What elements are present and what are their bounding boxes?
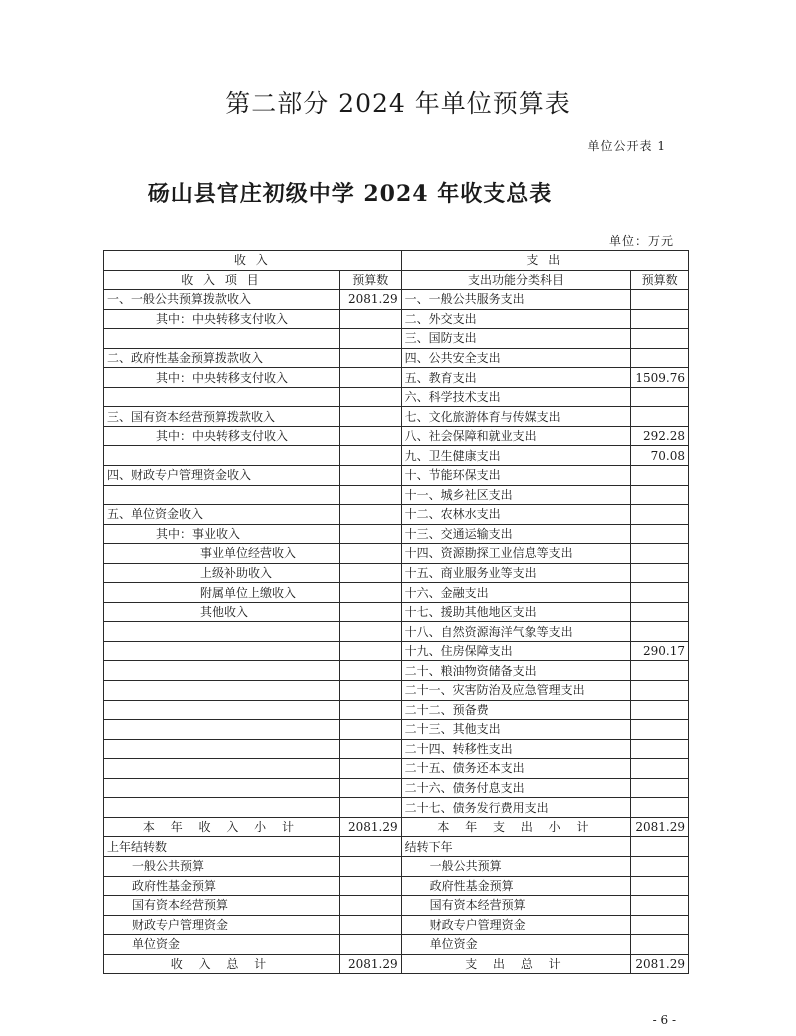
table-row <box>104 583 689 603</box>
table-row <box>104 426 689 446</box>
carry-income-item-cell: 政府性基金预算 <box>104 876 340 896</box>
income-amount-cell <box>339 524 401 544</box>
income-amount-cell <box>339 661 401 681</box>
table-row <box>104 739 689 759</box>
carry-income-amount-cell <box>339 876 401 896</box>
income-amount-cell <box>339 329 401 349</box>
carry-expense-item-cell: 一般公共预算 <box>401 856 631 876</box>
expense-item-cell: 十四、资源勘探工业信息等支出 <box>401 544 631 564</box>
expense-item-cell: 十七、援助其他地区支出 <box>401 602 631 622</box>
expense-item-cell: 十三、交通运输支出 <box>401 524 631 544</box>
income-amount-header: 预算数 <box>339 270 401 290</box>
carry-income-amount-cell <box>339 896 401 916</box>
table-row <box>104 446 689 466</box>
income-amount-cell <box>339 641 401 661</box>
expense-item-cell: 八、社会保障和就业支出 <box>401 426 631 446</box>
expense-amount-cell <box>631 329 689 349</box>
income-item-cell: 其中：事业收入 <box>104 524 340 544</box>
table-row <box>104 759 689 779</box>
table-row <box>104 700 689 720</box>
table-row <box>104 309 689 329</box>
table-row <box>104 348 689 368</box>
income-item-cell <box>104 661 340 681</box>
expense-amount-cell: 290.17 <box>631 641 689 661</box>
income-amount-cell <box>339 798 401 818</box>
expense-amount-cell <box>631 505 689 525</box>
expense-amount-cell <box>631 348 689 368</box>
expense-amount-cell <box>631 387 689 407</box>
expense-amount-cell: 292.28 <box>631 426 689 446</box>
income-amount-cell <box>339 426 401 446</box>
table-row <box>104 641 689 661</box>
income-item-cell <box>104 798 340 818</box>
expense-amount-cell <box>631 720 689 740</box>
expense-item-cell: 十六、金融支出 <box>401 583 631 603</box>
carry-income-item-cell: 一般公共预算 <box>104 856 340 876</box>
income-amount-cell <box>339 602 401 622</box>
table-row <box>104 524 689 544</box>
income-amount-cell <box>339 309 401 329</box>
expense-amount-cell <box>631 524 689 544</box>
carry-expense-item-cell: 国有资本经营预算 <box>401 896 631 916</box>
income-item-cell: 其中：中央转移支付收入 <box>104 309 340 329</box>
table-row <box>104 466 689 486</box>
income-amount-cell <box>339 622 401 642</box>
income-item-cell <box>104 446 340 466</box>
expense-amount-cell <box>631 602 689 622</box>
income-subtotal-label: 本 年 收 入 小 计 <box>104 817 340 837</box>
carry-row <box>104 935 689 955</box>
income-amount-cell <box>339 720 401 740</box>
expense-group-header: 支 出 <box>401 251 688 271</box>
income-item-cell: 五、单位资金收入 <box>104 505 340 525</box>
income-item-cell <box>104 700 340 720</box>
carry-row <box>104 856 689 876</box>
table-row <box>104 778 689 798</box>
subtotal-row <box>104 817 689 837</box>
unit-label: 单位：万元 <box>608 234 674 248</box>
income-item-cell: 附属单位上缴收入 <box>104 583 340 603</box>
income-amount-cell <box>339 544 401 564</box>
expense-amount-cell <box>631 759 689 779</box>
expense-amount-cell <box>631 309 689 329</box>
income-amount-cell <box>339 348 401 368</box>
expense-total-label: 支 出 总 计 <box>401 954 631 974</box>
table-number: 单位公开表 1 <box>587 139 666 153</box>
income-item-cell: 其他收入 <box>104 602 340 622</box>
expense-amount-cell <box>631 739 689 759</box>
part-title: 第二部分 2024 年单位预算表 <box>225 89 571 118</box>
carry-expense-amount-cell <box>631 837 689 857</box>
expense-item-header: 支出功能分类科目 <box>401 270 631 290</box>
table-row <box>104 681 689 701</box>
expense-amount-cell: 70.08 <box>631 446 689 466</box>
table-row <box>104 563 689 583</box>
expense-item-cell: 五、教育支出 <box>401 368 631 388</box>
carry-income-amount-cell <box>339 915 401 935</box>
expense-amount-cell <box>631 681 689 701</box>
carry-income-amount-cell <box>339 856 401 876</box>
table-row <box>104 368 689 388</box>
income-item-cell: 事业单位经营收入 <box>104 544 340 564</box>
income-amount-cell <box>339 563 401 583</box>
income-total-label: 收 入 总 计 <box>104 954 340 974</box>
table-row <box>104 407 689 427</box>
income-subtotal-value: 2081.29 <box>339 817 401 837</box>
table-row <box>104 329 689 349</box>
income-item-cell: 三、国有资本经营预算拨款收入 <box>104 407 340 427</box>
expense-amount-cell <box>631 485 689 505</box>
expense-item-cell: 十九、住房保障支出 <box>401 641 631 661</box>
carry-expense-item-cell: 结转下年 <box>401 837 631 857</box>
income-item-cell <box>104 485 340 505</box>
income-item-cell <box>104 759 340 779</box>
expense-item-cell: 二十七、债务发行费用支出 <box>401 798 631 818</box>
expense-amount-cell <box>631 407 689 427</box>
expense-amount-cell <box>631 563 689 583</box>
income-item-cell <box>104 329 340 349</box>
income-item-cell <box>104 622 340 642</box>
total-row <box>104 954 689 974</box>
expense-item-cell: 二、外交支出 <box>401 309 631 329</box>
carry-expense-item-cell: 单位资金 <box>401 935 631 955</box>
table-row <box>104 290 689 310</box>
expense-item-cell: 二十四、转移性支出 <box>401 739 631 759</box>
income-total-value: 2081.29 <box>339 954 401 974</box>
column-header-row <box>104 270 689 290</box>
carry-expense-item-cell: 财政专户管理资金 <box>401 915 631 935</box>
income-item-cell: 一、一般公共预算拨款收入 <box>104 290 340 310</box>
expense-item-cell: 十五、商业服务业等支出 <box>401 563 631 583</box>
carry-expense-item-cell: 政府性基金预算 <box>401 876 631 896</box>
income-amount-cell <box>339 583 401 603</box>
income-amount-cell: 2081.29 <box>339 290 401 310</box>
income-amount-cell <box>339 505 401 525</box>
expense-amount-cell <box>631 661 689 681</box>
income-amount-cell <box>339 368 401 388</box>
carry-row <box>104 896 689 916</box>
carry-income-item-cell: 财政专户管理资金 <box>104 915 340 935</box>
carry-row <box>104 915 689 935</box>
income-amount-cell <box>339 700 401 720</box>
income-item-cell <box>104 739 340 759</box>
income-item-cell: 其中：中央转移支付收入 <box>104 368 340 388</box>
expense-amount-cell <box>631 466 689 486</box>
carry-expense-amount-cell <box>631 856 689 876</box>
expense-item-cell: 十一、城乡社区支出 <box>401 485 631 505</box>
expense-amount-cell <box>631 798 689 818</box>
income-item-cell <box>104 778 340 798</box>
income-group-header: 收 入 <box>104 251 402 271</box>
expense-item-cell: 二十三、其他支出 <box>401 720 631 740</box>
expense-item-cell: 四、公共安全支出 <box>401 348 631 368</box>
expense-item-cell: 九、卫生健康支出 <box>401 446 631 466</box>
table-row <box>104 387 689 407</box>
income-amount-cell <box>339 739 401 759</box>
income-amount-cell <box>339 681 401 701</box>
expense-item-cell: 六、科学技术支出 <box>401 387 631 407</box>
expense-subtotal-label: 本 年 支 出 小 计 <box>401 817 631 837</box>
expense-item-cell: 七、文化旅游体育与传媒支出 <box>401 407 631 427</box>
income-amount-cell <box>339 466 401 486</box>
carry-expense-amount-cell <box>631 935 689 955</box>
expense-item-cell: 三、国防支出 <box>401 329 631 349</box>
table-row <box>104 544 689 564</box>
carry-income-item-cell: 国有资本经营预算 <box>104 896 340 916</box>
group-header-row <box>104 251 689 271</box>
table-row <box>104 661 689 681</box>
income-item-cell: 四、财政专户管理资金收入 <box>104 466 340 486</box>
expense-item-cell: 十、节能环保支出 <box>401 466 631 486</box>
page-title: 砀山县官庄初级中学 2024 年收支总表 <box>147 181 553 207</box>
expense-total-value: 2081.29 <box>631 954 689 974</box>
page-number: - 6 - <box>652 1013 676 1027</box>
table-row <box>104 798 689 818</box>
expense-amount-cell <box>631 544 689 564</box>
income-item-header: 收 入 项 目 <box>104 270 340 290</box>
table-row <box>104 485 689 505</box>
carry-row <box>104 876 689 896</box>
income-amount-cell <box>339 759 401 779</box>
income-amount-cell <box>339 778 401 798</box>
carry-expense-amount-cell <box>631 876 689 896</box>
expense-item-cell: 二十一、灾害防治及应急管理支出 <box>401 681 631 701</box>
expense-item-cell: 二十六、债务付息支出 <box>401 778 631 798</box>
carry-income-item-cell: 单位资金 <box>104 935 340 955</box>
income-item-cell <box>104 641 340 661</box>
table-row <box>104 720 689 740</box>
table-row <box>104 622 689 642</box>
expense-amount-cell <box>631 778 689 798</box>
table-row <box>104 602 689 622</box>
income-amount-cell <box>339 387 401 407</box>
carry-row <box>104 837 689 857</box>
expense-amount-cell: 1509.76 <box>631 368 689 388</box>
expense-subtotal-value: 2081.29 <box>631 817 689 837</box>
expense-item-cell: 十二、农林水支出 <box>401 505 631 525</box>
income-item-cell <box>104 720 340 740</box>
income-item-cell <box>104 681 340 701</box>
carry-income-item-cell: 上年结转数 <box>104 837 340 857</box>
expense-item-cell: 一、一般公共服务支出 <box>401 290 631 310</box>
expense-amount-cell <box>631 583 689 603</box>
expense-amount-header: 预算数 <box>631 270 689 290</box>
expense-item-cell: 二十二、预备费 <box>401 700 631 720</box>
expense-item-cell: 十八、自然资源海洋气象等支出 <box>401 622 631 642</box>
expense-amount-cell <box>631 622 689 642</box>
carry-income-amount-cell <box>339 935 401 955</box>
income-amount-cell <box>339 407 401 427</box>
budget-summary-table <box>103 250 689 974</box>
carry-expense-amount-cell <box>631 915 689 935</box>
carry-expense-amount-cell <box>631 896 689 916</box>
income-item-cell <box>104 387 340 407</box>
expense-amount-cell <box>631 290 689 310</box>
income-item-cell: 二、政府性基金预算拨款收入 <box>104 348 340 368</box>
table-row <box>104 505 689 525</box>
income-item-cell: 上级补助收入 <box>104 563 340 583</box>
income-amount-cell <box>339 485 401 505</box>
carry-income-amount-cell <box>339 837 401 857</box>
income-amount-cell <box>339 446 401 466</box>
income-item-cell: 其中：中央转移支付收入 <box>104 426 340 446</box>
expense-item-cell: 二十、粮油物资储备支出 <box>401 661 631 681</box>
expense-item-cell: 二十五、债务还本支出 <box>401 759 631 779</box>
expense-amount-cell <box>631 700 689 720</box>
